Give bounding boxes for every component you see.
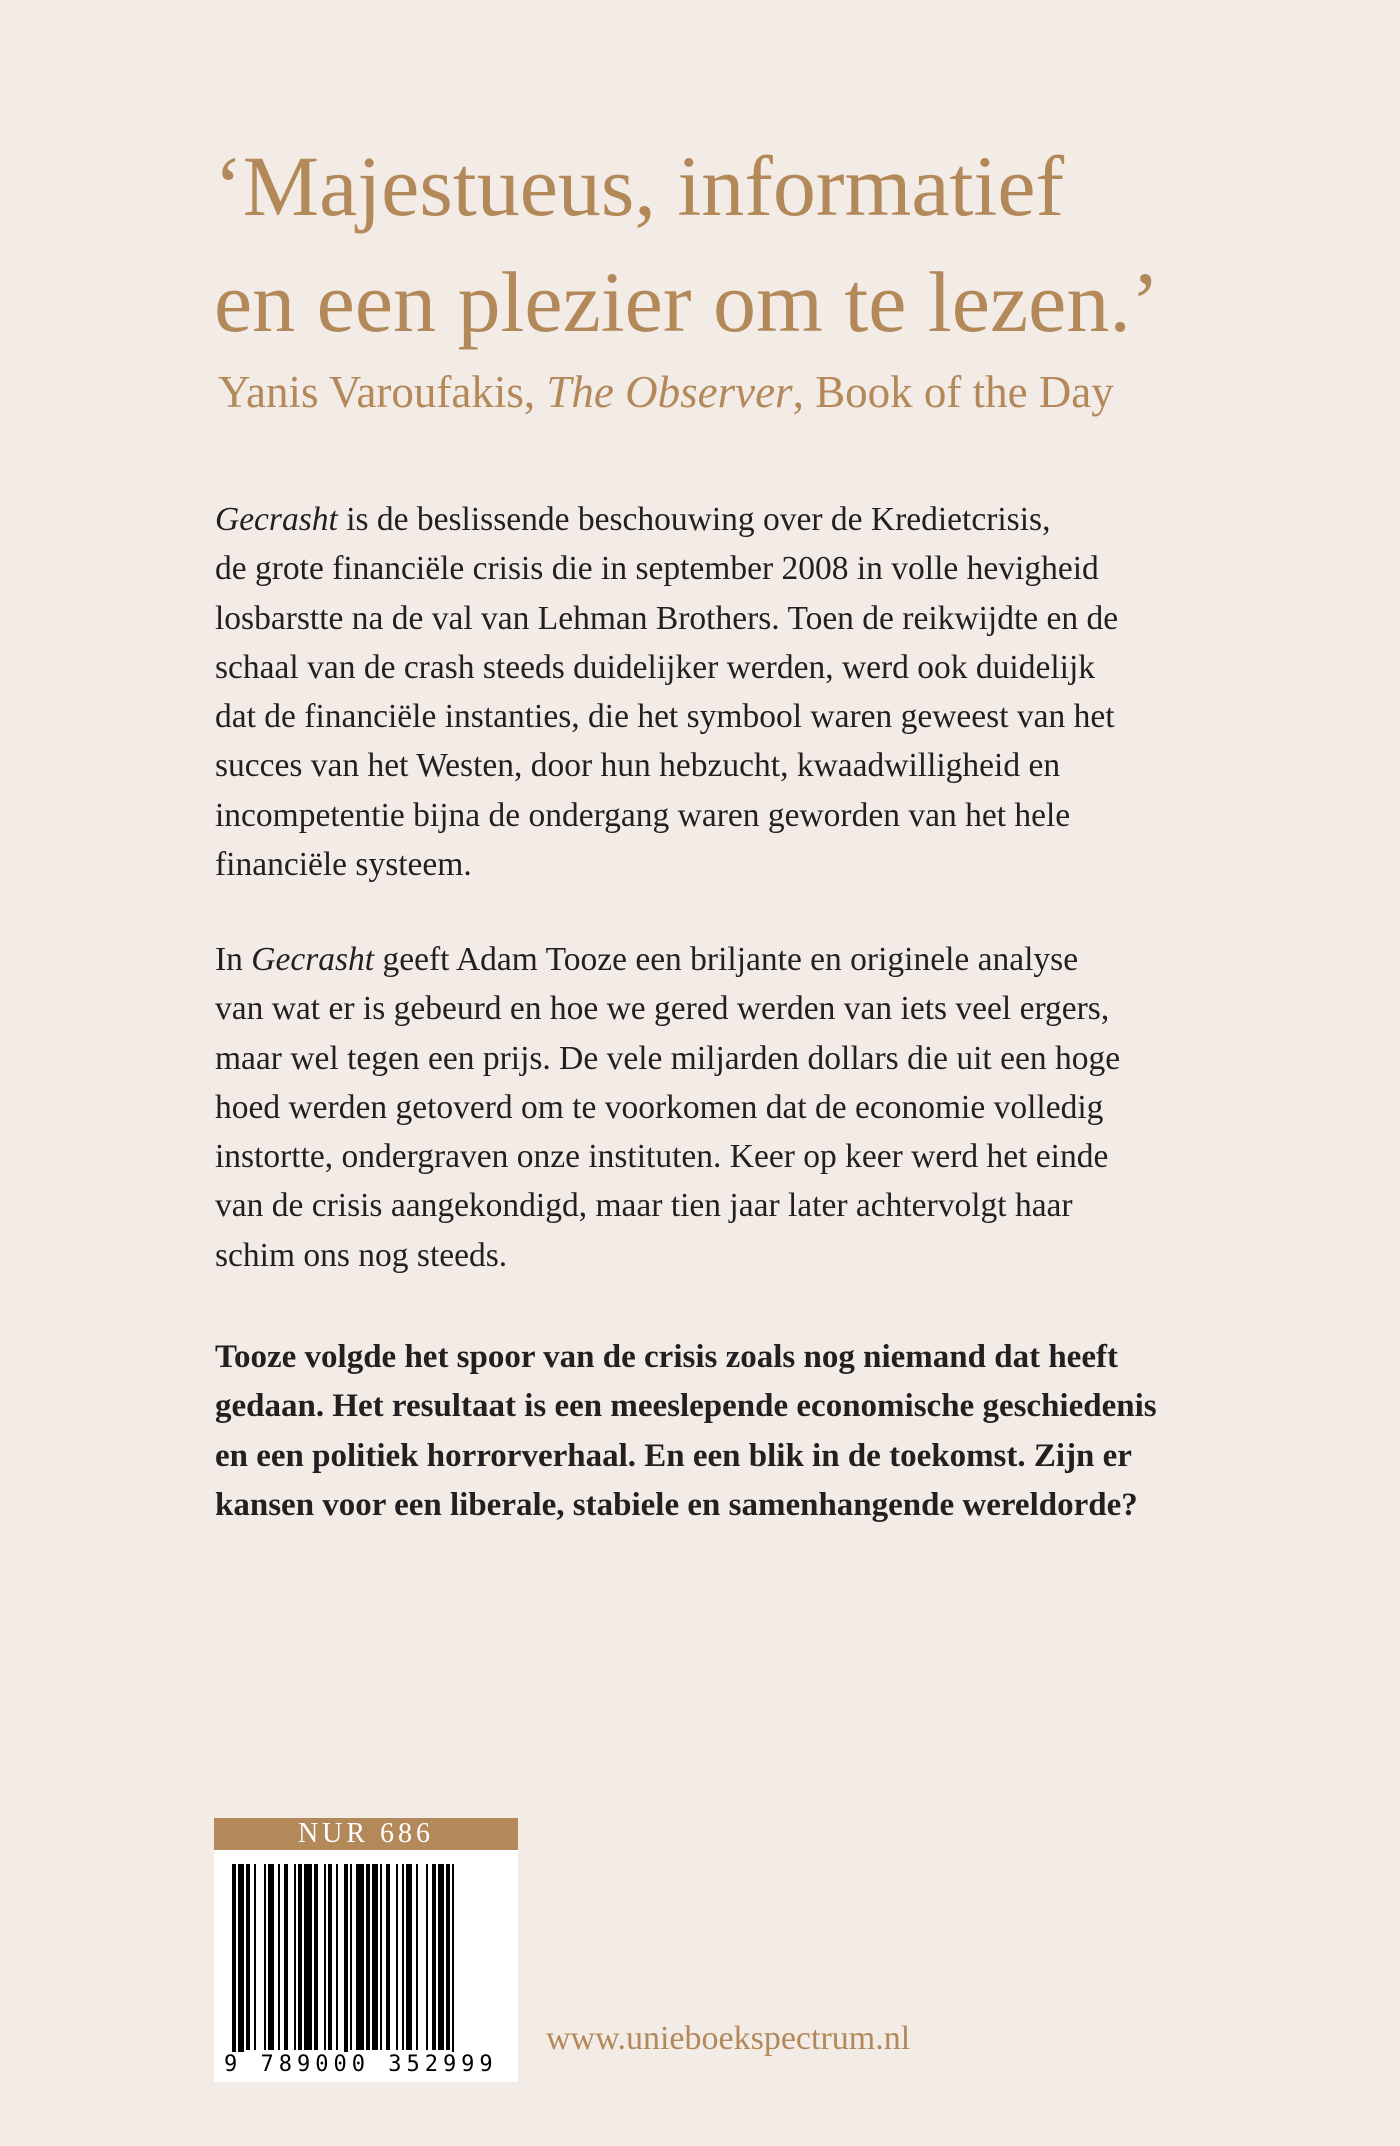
barcode-bar bbox=[268, 1864, 274, 2050]
barcode-bar bbox=[396, 1864, 398, 2050]
barcode-bar bbox=[366, 1864, 370, 2050]
paragraph-line: maar wel tegen een prijs. De vele miljarden dollars die uit een hoge bbox=[215, 1039, 1121, 1077]
paragraph-line: van de crisis aangekondigd, maar tien jaar later achtervolgt haar bbox=[215, 1187, 1073, 1225]
barcode-bar bbox=[380, 1864, 382, 2050]
barcode-bar bbox=[356, 1864, 364, 2050]
attribution-publication: The Observer bbox=[546, 367, 793, 417]
quote-line-1: ‘Majestueus, informatief bbox=[214, 138, 1065, 234]
barcode-bar bbox=[432, 1864, 436, 2050]
barcode-bar bbox=[278, 1864, 280, 2050]
paragraph-line: losbarstte na de val van Lehman Brothers. Toen de reikwijdte en de bbox=[215, 599, 1119, 637]
barcode-bar bbox=[402, 1864, 404, 2050]
attribution-author: Yanis Varoufakis, bbox=[218, 367, 547, 417]
paragraph-line: en een politiek horrorverhaal. En een blik in de toekomst. Zijn er bbox=[215, 1437, 1132, 1474]
barcode-bar bbox=[406, 1864, 412, 2050]
paragraph-analysis bbox=[215, 935, 1235, 1280]
book-title-italic: Gecrasht bbox=[251, 941, 375, 978]
barcode-bar bbox=[304, 1864, 312, 2050]
paragraph-line: instortte, ondergraven onze instituten. Keer op keer werd het einde bbox=[215, 1138, 1109, 1176]
barcode-bars bbox=[214, 1850, 518, 2082]
barcode-bar bbox=[232, 1864, 236, 2060]
barcode-bar bbox=[324, 1864, 326, 2050]
paragraph-line: schaal van de crash steeds duidelijker werden, werd ook duidelijk bbox=[215, 648, 1096, 686]
barcode-bar bbox=[294, 1864, 296, 2050]
paragraph-line bbox=[215, 495, 1235, 544]
line-text: is de beslissende beschouwing over de Kredietcrisis, bbox=[337, 501, 1051, 538]
barcode-bar bbox=[446, 1864, 450, 2050]
barcode-bar bbox=[452, 1864, 454, 2060]
publisher-website: www.unieboekspectrum.nl bbox=[546, 2020, 911, 2057]
paragraph-line: hoed werden getoverd om te voorkomen dat de economie volledig bbox=[215, 1088, 1104, 1126]
barcode-bar bbox=[314, 1864, 318, 2050]
paragraph-intro bbox=[215, 495, 1235, 889]
paragraph-line: kansen voor een liberale, stabiele en samenhangende wereldorde? bbox=[215, 1486, 1138, 1523]
barcode-bar bbox=[344, 1864, 348, 2060]
paragraph-conclusion bbox=[215, 1333, 1235, 1530]
barcode-bar bbox=[426, 1864, 428, 2050]
quote-line-2: en een plezier om te lezen.’ bbox=[214, 254, 1160, 350]
attribution-suffix: , Book of the Day bbox=[792, 367, 1114, 417]
paragraph-line: financiële systeem. bbox=[215, 846, 472, 884]
paragraph-line: schim ons nog steeds. bbox=[215, 1236, 508, 1274]
paragraph-line: de grote financiële crisis die in september 2008 in volle hevigheid bbox=[215, 550, 1099, 588]
isbn-barcode bbox=[214, 1850, 518, 2082]
barcode-bar bbox=[386, 1864, 390, 2050]
barcode-bar bbox=[254, 1864, 256, 2050]
barcode-bar bbox=[328, 1864, 332, 2050]
barcode-bar bbox=[416, 1864, 418, 2050]
paragraph-line: Tooze volgde het spoor van de crisis zoals nog niemand dat heeft bbox=[215, 1339, 1118, 1375]
paragraph-line: dat de financiële instanties, die het symbool waren geweest van het bbox=[215, 698, 1115, 736]
barcode-bar bbox=[238, 1864, 244, 2060]
barcode-bar bbox=[298, 1864, 302, 2050]
cover-quote bbox=[214, 128, 1314, 360]
barcode-bar bbox=[246, 1864, 250, 2050]
line-suffix: geeft Adam Tooze een briljante en originele analyse bbox=[374, 941, 1079, 978]
barcode-bar bbox=[438, 1864, 444, 2050]
paragraph-line: incompetentie bijna de ondergang waren geworden van het hele bbox=[215, 796, 1071, 834]
barcode-bar bbox=[284, 1864, 288, 2050]
paragraph-line: succes van het Westen, door hun hebzucht, kwaadwilligheid en bbox=[215, 747, 1061, 785]
barcode-block bbox=[214, 1818, 518, 2082]
line-prefix: In bbox=[215, 941, 252, 978]
barcode-bar bbox=[372, 1864, 378, 2050]
barcode-bar bbox=[350, 1864, 352, 2050]
barcode-digits: 9 789000 352999 bbox=[224, 2052, 514, 2078]
paragraph-line: gedaan. Het resultaat is een meeslepende economische geschiedenis bbox=[215, 1388, 1157, 1425]
barcode-bar bbox=[264, 1864, 266, 2050]
nur-label: NUR 686 bbox=[214, 1818, 518, 1850]
barcode-bar bbox=[336, 1864, 338, 2050]
paragraph-line: van wat er is gebeurd en hoe we gered werden van iets veel ergers, bbox=[215, 990, 1110, 1028]
paragraph-line bbox=[215, 935, 1235, 984]
book-title-italic: Gecrasht bbox=[215, 501, 338, 538]
quote-attribution bbox=[218, 362, 1318, 422]
